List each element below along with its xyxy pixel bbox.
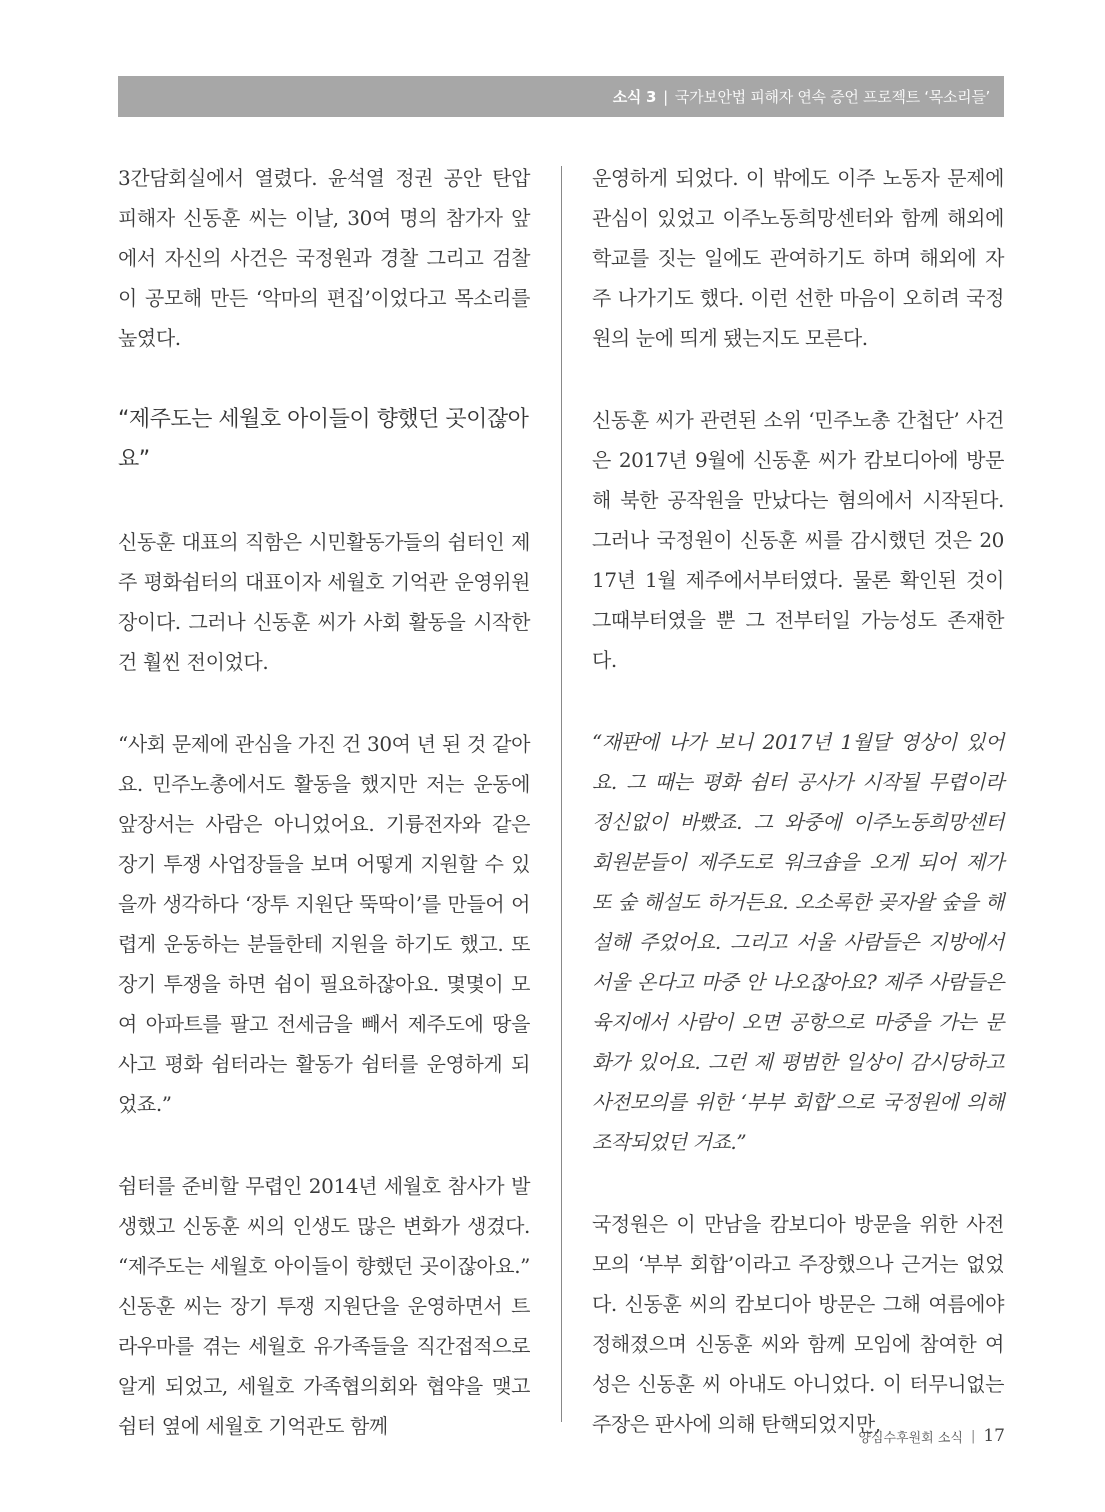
page-number: 17 xyxy=(983,1426,1005,1446)
header-title: 국가보안법 피해자 연속 증언 프로젝트 ‘목소리들’ xyxy=(674,88,990,106)
section-heading: “제주도는 세월호 아이들이 향했던 곳이잖아요” xyxy=(118,407,529,472)
header-separator: | xyxy=(663,87,668,106)
column-divider xyxy=(561,166,562,1422)
publication-name: 양심수후원회 소식 xyxy=(858,1430,963,1446)
left-paragraph-4: 쉼터를 준비할 무렵인 2014년 세월호 참사가 발생했고 신동훈 씨의 인생도 많은 변화가 생겼다. “제주도는 세월호 아이들이 향했던 곳이잖아요.” 신동훈 씨는 장기 투쟁 지원단을 운영하면서 트라우마를 겪는 세월호 유가족들을 직간접적으로 알게 되었고, 세월호 가족협의회와 협약을 맺고 쉼터 옆에 세월호 기억관도 함께 xyxy=(118,1174,530,1438)
left-paragraph-3-quote: “사회 문제에 관심을 가진 건 30여 년 된 것 같아요. 민주노총에서도 활동을 했지만 저는 운동에 앞장서는 사람은 아니었어요. 기륭전자와 같은 장기 투쟁 사업장들을 보며 어떻게 지원할 수 있을까 생각하다 ‘장투 지원단 뚝딱이’를 만들어 어렵게 운동하는 분들한테 지원을 하기도 했고. 또 장기 투쟁을 하면 쉼이 필요하잖아요. 몇몇이 모여 아파트를 팔고 전세금을 빼서 제주도에 땅을 사고 평화 쉼터라는 활동가 쉼터를 운영하게 되었죠.” xyxy=(118,732,530,1116)
left-paragraph-2: 신동훈 대표의 직함은 시민활동가들의 쉼터인 제주 평화쉼터의 대표이자 세월호 기억관 운영위원장이다. 그러나 신동훈 씨가 사회 활동을 시작한 건 훨씬 전이었다. xyxy=(118,530,530,674)
footer-separator: | xyxy=(970,1428,976,1444)
page-footer xyxy=(858,1426,1005,1446)
right-paragraph-3-quote: “재판에 나가 보니 2017년 1월달 영상이 있어요. 그 때는 평화 쉼터 공사가 시작될 무렵이라 정신없이 바빴죠. 그 와중에 이주노동희망센터 회원분들이 제주도로 워크숍을 오게 되어 제가 또 숲 해설도 하거든요. 오소록한 곶자왈 숲을 해설해 주었어요. 그리고 서울 사람들은 지방에서 서울 온다고 마중 안 나오잖아요? 제주 사람들은 육지에서 사람이 오면 공항으로 마중을 가는 문화가 있어요. 그런 제 평범한 일상이 감시당하고 사전모의를 위한 ‘부부 회합’으로 국정원에 의해 조작되었던 거죠.” xyxy=(592,730,1004,1154)
right-paragraph-4: 국정원은 이 만남을 캄보디아 방문을 위한 사전모의 ‘부부 회합’이라고 주장했으나 근거는 없었다. 신동훈 씨의 캄보디아 방문은 그해 여름에야 정해졌으며 신동훈 씨와 함께 모임에 참여한 여성은 신동훈 씨 아내도 아니었다. 이 터무니없는 주장은 판사에 의해 탄핵되었지만, xyxy=(592,1212,1004,1436)
right-paragraph-1: 운영하게 되었다. 이 밖에도 이주 노동자 문제에 관심이 있었고 이주노동희망센터와 함께 해외에 학교를 짓는 일에도 관여하기도 하며 해외에 자주 나가기도 했다. 이런 선한 마음이 오히려 국정원의 눈에 띄게 됐는지도 모른다. xyxy=(592,166,1004,350)
left-column xyxy=(118,158,530,1488)
left-paragraph-1: 3간담회실에서 열렸다. 윤석열 정권 공안 탄압 피해자 신동훈 씨는 이날, 30여 명의 참가자 앞에서 자신의 사건은 국정원과 경찰 그리고 검찰이 공모해 만든 ‘악마의 편집’이었다고 목소리를 높였다. xyxy=(118,166,530,350)
right-paragraph-2: 신동훈 씨가 관련된 소위 ‘민주노총 간첩단’ 사건은 2017년 9월에 신동훈 씨가 캄보디아에 방문해 북한 공작원을 만났다는 혐의에서 시작된다. 그러나 국정원이 신동훈 씨를 감시했던 것은 2017년 1월 제주에서부터였다. 물론 확인된 것이 그때부터였을 뿐 그 전부터일 가능성도 존재한다. xyxy=(592,408,1004,672)
right-column xyxy=(592,158,1004,1486)
running-header xyxy=(118,76,1004,117)
section-label: 소식 3 xyxy=(612,88,657,106)
